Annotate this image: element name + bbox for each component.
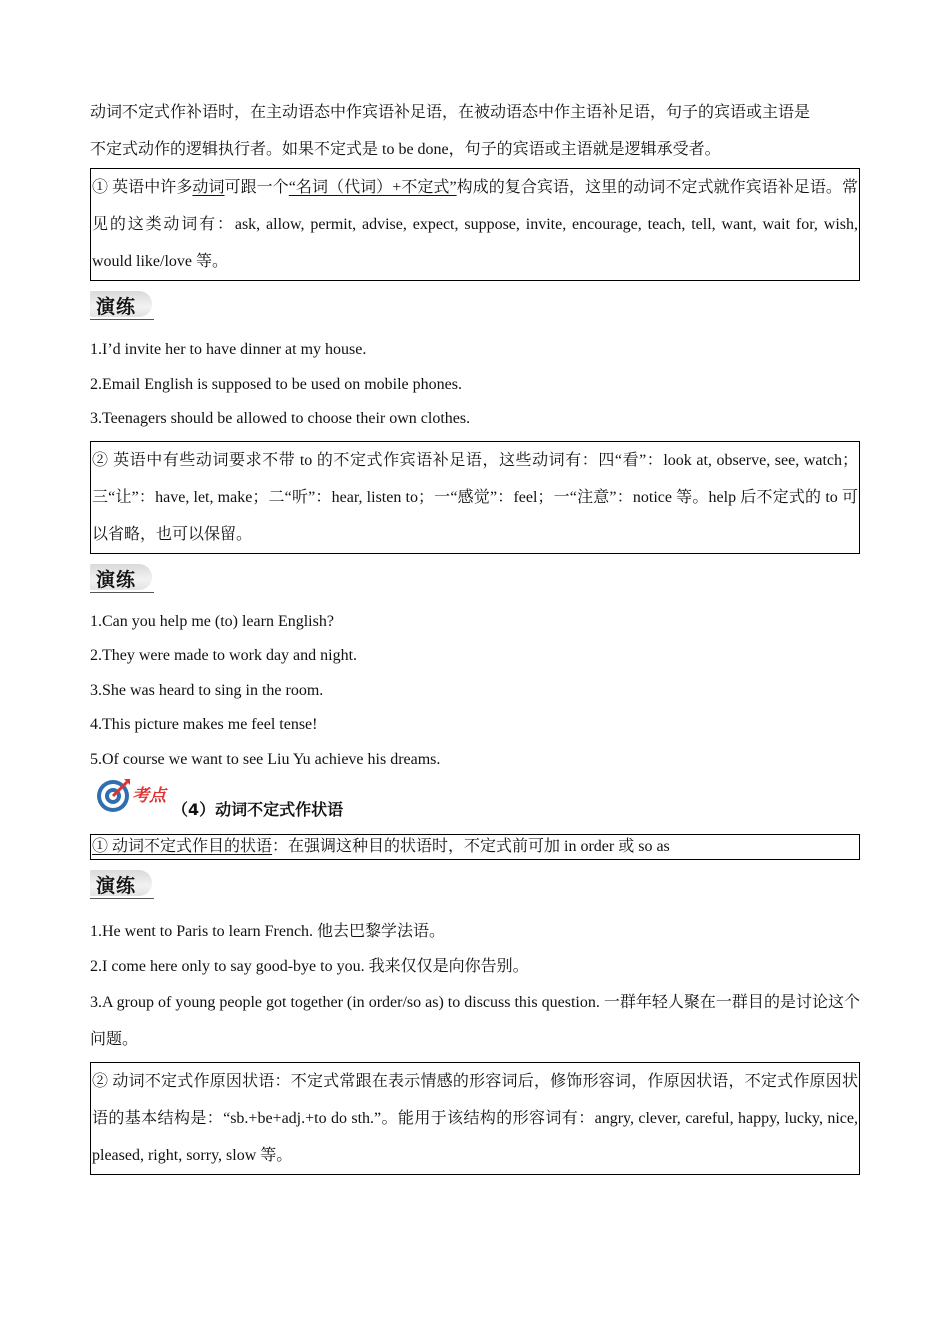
kaodian-label: 考点 [132, 786, 166, 806]
box3-underline: ① 动词不定式作目的状语 [92, 838, 273, 855]
practice-list-2 [90, 605, 860, 778]
list-item: 3.A group of young people got together (in order/so as) to discuss this question. 一群年轻人聚在一群目的是讨论这个问题。 [90, 994, 860, 1048]
practice-badge-underline [90, 898, 154, 899]
practice-label: 演练 [96, 875, 137, 897]
list-item: 1.Can you help me (to) learn English? [90, 612, 334, 630]
rule-box-1 [90, 168, 860, 281]
list-item: 5.Of course we want to see Liu Yu achieve his dreams. [90, 750, 441, 768]
practice-badge-2 [90, 564, 154, 594]
practice-label: 演练 [96, 568, 137, 591]
section-title: （4）动词不定式作状语 [172, 800, 344, 819]
box1-rest: 构成的复合宾语，这里的动词不定式就作宾语补足语。常见的这类动词有：ask, allow, permit, advise, expect, suppose, invite, encourage, teach, tell, want, wait for, wish, would like/love 等。 [92, 179, 858, 270]
list-item: 2.They were made to work day and night. [90, 647, 358, 664]
box3-rest: ：在强调这种目的状语时，不定式前可加 in order 或 so as [272, 838, 670, 855]
practice-list-1 [90, 333, 860, 437]
list-item: 2.Email English is supposed to be used on mobile phones. [90, 375, 462, 393]
target-icon [96, 777, 132, 813]
box4-text: ② 动词不定式作原因状语：不定式常跟在表示情感的形容词后，修饰形容词，作原因状语，不定式作原因状语的基本结构是：“sb.+be+adj.+to do sth.”。能用于该结构的形容词有：angry, clever, careful, happy, lucky, nice, pleased, right, sorry, slow 等。 [92, 1073, 858, 1164]
rule-box-2 [90, 441, 860, 554]
rule-box-3 [90, 834, 860, 860]
practice-list-3 [90, 914, 860, 1058]
practice-label: 演练 [96, 296, 137, 318]
list-item: 1.He went to Paris to learn French. 他去巴黎学法语。 [90, 923, 446, 940]
list-item: 3.She was heard to sing in the room. [90, 681, 324, 699]
box1-underline-structure: “名词（代词）+不定式” [288, 179, 457, 196]
box1-middle: 可跟一个 [224, 179, 289, 196]
kaodian-header [90, 777, 860, 827]
box2-text: ② 英语中有些动词要求不带 to 的不定式作宾语补足语，这些动词有：四“看”：look at, observe, see, watch；三“让”：have, let, make；二“听”：hear, listen to；一“感觉”：feel；一“注意”：notice 等。help 后不定式的 to 可以省略，也可以保留。 [92, 451, 858, 543]
box1-underline-verb: 动词 [192, 179, 225, 196]
box1-prefix: ① 英语中许多 [92, 179, 193, 196]
rule-box-4 [90, 1062, 860, 1175]
practice-badge-1 [90, 291, 154, 321]
intro-line-1: 动词不定式作补语时，在主动语态中作宾语补足语，在被动语态中作主语补足语，句子的宾语或主语是 [90, 104, 811, 121]
intro-paragraph [90, 94, 860, 168]
list-item: 4.This picture makes me feel tense! [90, 716, 318, 733]
practice-badge-3 [90, 870, 154, 900]
list-item: 3.Teenagers should be allowed to choose their own clothes. [90, 410, 471, 427]
list-item: 1.I’d invite her to have dinner at my house. [90, 341, 367, 358]
document-page [90, 94, 860, 1175]
list-item: 2.I come here only to say good-bye to you. 我来仅仅是向你告别。 [90, 958, 529, 975]
practice-badge-underline [90, 319, 154, 320]
practice-badge-underline [90, 592, 154, 593]
intro-line-2: 不定式动作的逻辑执行者。如果不定式是 to be done，句子的宾语或主语就是逻辑承受者。 [90, 141, 721, 158]
